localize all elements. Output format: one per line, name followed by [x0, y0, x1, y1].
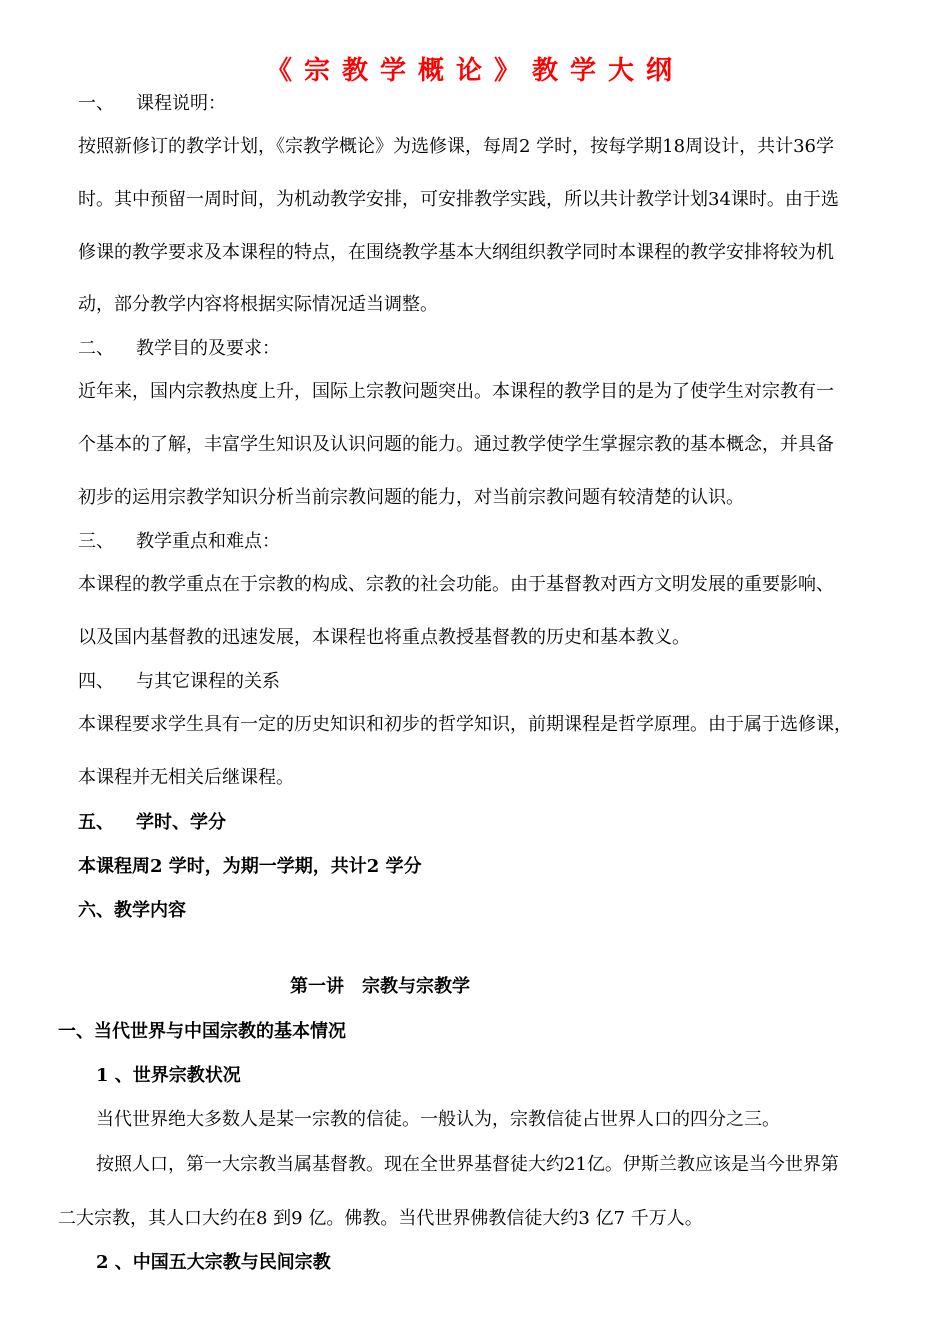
section-2-paragraph-line: 个基本的了解，丰富学生知识及认识问题的能力。通过教学使学生掌握宗教的基本概念，并具备	[78, 434, 834, 455]
document-title: 《宗教学概论》教学大纲	[265, 56, 684, 86]
section-3-heading	[78, 530, 280, 554]
section-3-paragraph-line: 以及国内基督教的迅速发展，本课程也将重点教授基督教的历史和基本教义。	[78, 627, 690, 648]
section-2-title: 教学目的及要求：	[136, 338, 280, 359]
section-4-paragraph-line: 本课程并无相关后继课程。	[78, 767, 294, 788]
section-3-title: 教学重点和难点：	[136, 531, 280, 552]
lecture-subheading: 2 、中国五大宗教与民间宗教	[96, 1252, 331, 1273]
section-1-title: 课程说明：	[136, 93, 226, 114]
section-1-number: 一、	[78, 93, 114, 114]
section-1-paragraph-line: 动，部分教学内容将根据实际情况适当调整。	[78, 294, 438, 315]
lecture-part-heading: 一、当代世界与中国宗教的基本情况	[58, 1021, 346, 1042]
lecture-subheading: 1 、世界宗教状况	[96, 1065, 241, 1086]
lecture-heading: 第一讲 宗教与宗教学	[290, 976, 470, 997]
section-4-number: 四、	[78, 671, 114, 692]
section-1-paragraph-line: 时。其中预留一周时间，为机动教学安排，可安排教学实践，所以共计教学计划34课时。由于选	[78, 189, 839, 210]
section-2-heading	[78, 337, 280, 361]
lecture-paragraph-line: 按照人口，第一大宗教当属基督教。现在全世界基督徒大约21亿。伊斯兰教应该是当今世界第	[96, 1154, 839, 1175]
section-2-paragraph-line: 近年来，国内宗教热度上升，国际上宗教问题突出。本课程的教学目的是为了使学生对宗教有一	[78, 381, 834, 402]
section-4-heading	[78, 670, 280, 694]
section-5-number: 五、	[78, 812, 114, 833]
section-1-heading	[78, 92, 226, 116]
section-1-paragraph-line: 修课的教学要求及本课程的特点，在围绕教学基本大纲组织教学同时本课程的教学安排将较为机	[78, 242, 834, 263]
section-4-title: 与其它课程的关系	[136, 671, 280, 692]
section-2-paragraph-line: 初步的运用宗教学知识分析当前宗教问题的能力，对当前宗教问题有较清楚的认识。	[78, 487, 744, 508]
section-5-paragraph-line: 本课程周2 学时，为期一学期，共计2 学分	[78, 856, 422, 877]
section-3-paragraph-line: 本课程的教学重点在于宗教的构成、宗教的社会功能。由于基督教对西方文明发展的重要影响、	[78, 574, 834, 595]
section-5-heading	[78, 811, 226, 835]
lecture-paragraph-line: 当代世界绝大多数人是某一宗教的信徒。一般认为，宗教信徒占世界人口的四分之三。	[96, 1109, 780, 1130]
section-3-number: 三、	[78, 531, 114, 552]
section-1-paragraph-line: 按照新修订的教学计划，《宗教学概论》为选修课，每周2 学时，按每学期18周设计，共计36学	[78, 136, 834, 157]
section-4-paragraph-line: 本课程要求学生具有一定的历史知识和初步的哲学知识，前期课程是哲学原理。由于属于选修课，	[78, 714, 852, 735]
section-2-number: 二、	[78, 338, 114, 359]
lecture-paragraph-line: 二大宗教，其人口大约在8 到9 亿。佛教。当代世界佛教信徒大约3 亿7 千万人。	[58, 1208, 703, 1229]
section-6-heading: 六、教学内容	[78, 900, 186, 921]
section-5-title: 学时、学分	[136, 812, 226, 833]
